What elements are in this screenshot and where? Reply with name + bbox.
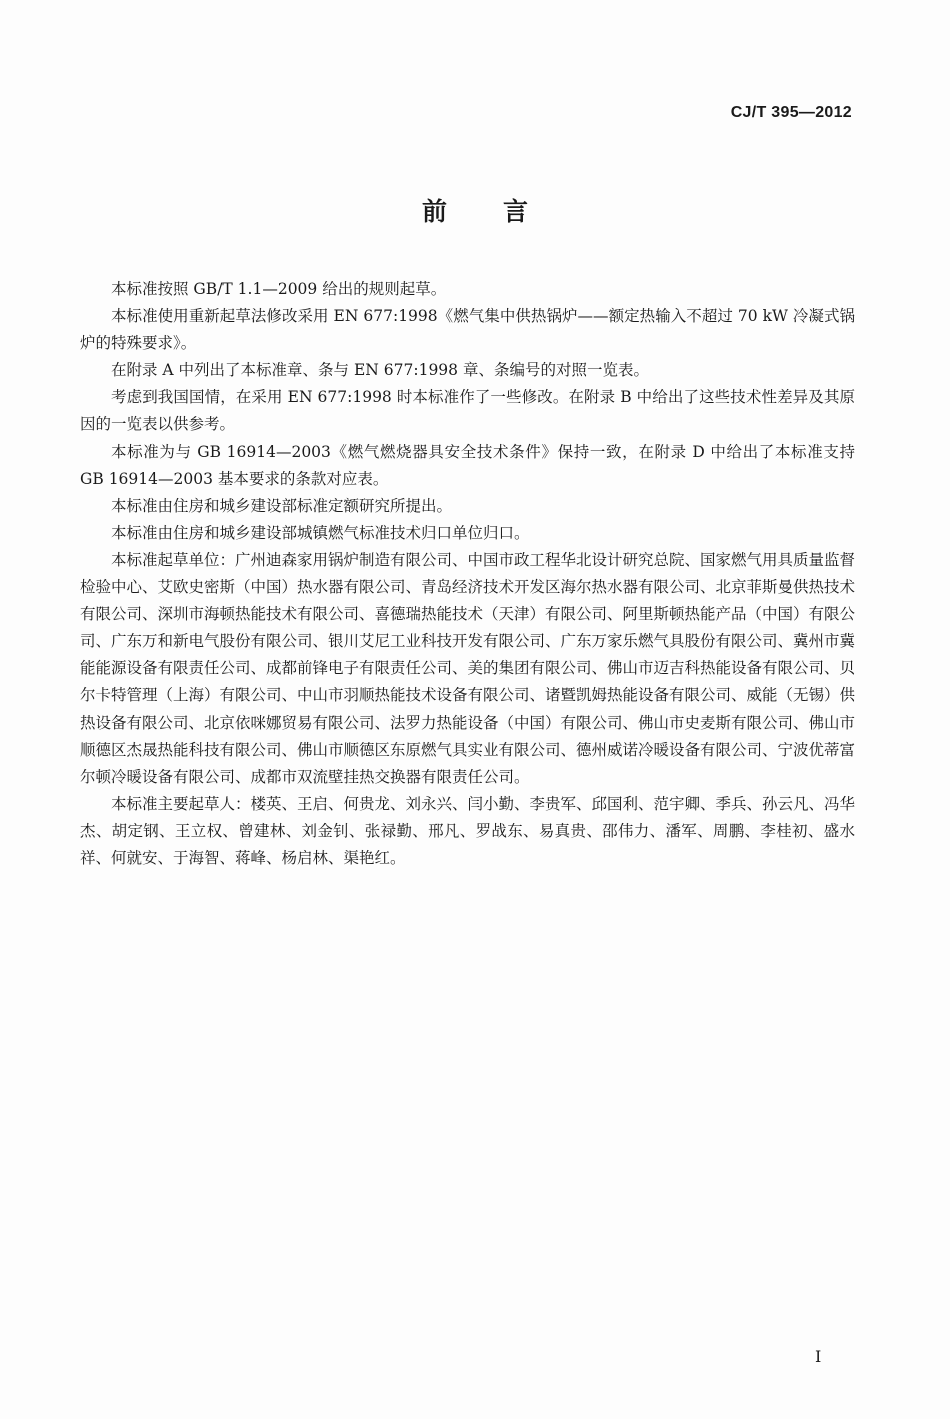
paragraph-drafters: 本标准主要起草人：楼英、王启、何贵龙、刘永兴、闫小勤、李贵军、邱国利、范宇卿、季兵、孙云凡、冯华杰、胡定钢、王立权、曾建林、刘金钊、张禄勤、邢凡、罗战东、易真贵、邵伟力、潘军、周鹏、李桂初、盛水祥、何就安、于海智、蒋峰、杨启林、渠艳红。 xyxy=(80,794,856,867)
paragraph-proposer: 本标准由住房和城乡建设部标准定额研究所提出。 xyxy=(111,496,453,515)
paragraph-appendix-a: 在附录 A 中列出了本标准章、条与 EN 677:1998 章、条编号的对照一览表。 xyxy=(111,361,649,380)
page-title: 前言 xyxy=(421,197,584,226)
paragraph-centralized: 本标准由住房和城乡建设部城镇燃气标准技术归口单位归口。 xyxy=(111,523,530,542)
paragraph-adoption: 本标准使用重新起草法修改采用 EN 677:1998《燃气集中供热锅炉——额定热输入不超过 70 kW 冷凝式锅炉的特殊要求》。 xyxy=(80,307,855,353)
page-number: I xyxy=(815,1347,822,1366)
document-code: CJ/T 395—2012 xyxy=(730,104,852,121)
paragraph-drafting-rules: 本标准按照 GB/T 1.1—2009 给出的规则起草。 xyxy=(111,280,447,298)
body-text xyxy=(80,276,855,872)
paragraph-appendix-b: 考虑到我国国情，在采用 EN 677:1998 时本标准作了一些修改。在附录 B 中给出了这些技术性差异及其原因的一览表以供参考。 xyxy=(80,388,855,434)
paragraph-drafting-units: 本标准起草单位：广州迪森家用锅炉制造有限公司、中国市政工程华北设计研究总院、国家燃气用具质量监督检验中心、艾欧史密斯（中国）热水器有限公司、青岛经济技术开发区海尔热水器有限公司、北京菲斯曼供热技术有限公司、深圳市海顿热能技术有限公司、喜德瑞热能技术（天津）有限公司、阿里斯顿热能产品（中国）有限公司、广东万和新电气股份有限公司、银川艾尼工业科技开发有限公司、广东万家乐燃气具股份有限公司、冀州市冀能能源设备有限责任公司、成都前锋电子有限责任公司、美的集团有限公司、佛山市迈吉科热能设备有限公司、贝尔卡特管理（上海）有限公司、中山市羽顺热能技术设备有限公司、诸暨凯姆热能设备有限公司、威能（无锡）供热设备有限公司、北京依咪娜贸易有限公司、法罗力热能设备（中国）有限公司、佛山市史麦斯有限公司、佛山市顺德区杰晟热能科技有限公司、佛山市顺德区东原燃气具实业有限公司、德州威诺冷暖设备有限公司、宁波优蒂富尔顿冷暖设备有限公司、成都市双流壁挂热交换器有限责任公司。 xyxy=(80,550,856,786)
paragraph-appendix-d: 本标准为与 GB 16914—2003《燃气燃烧器具安全技术条件》保持一致，在附录 D 中给出了本标准支持 GB 16914—2003 基本要求的条款对应表。 xyxy=(80,442,855,488)
